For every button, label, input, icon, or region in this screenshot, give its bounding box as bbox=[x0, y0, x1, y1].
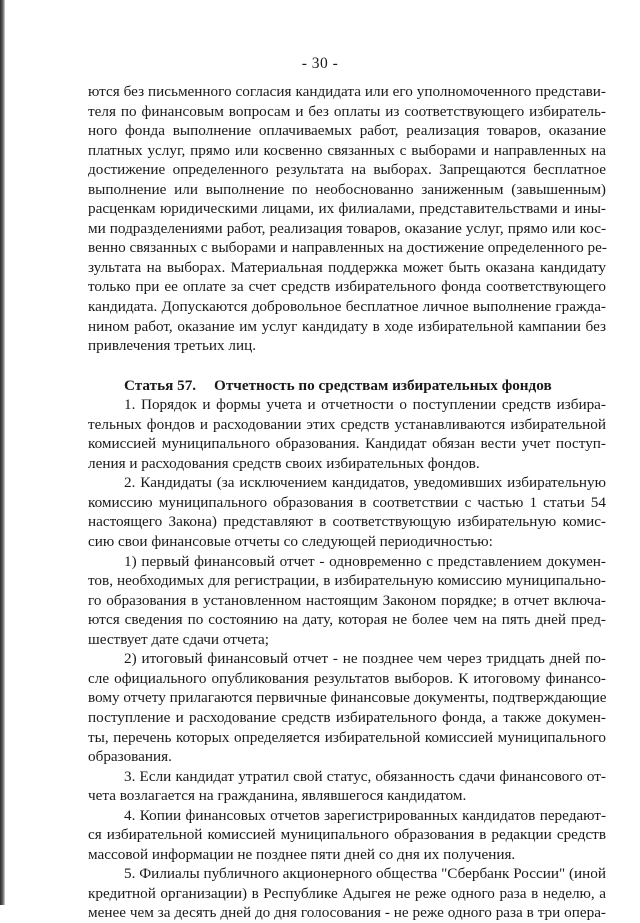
text-line: 2. Кандидаты (за исключением кандидатов, уведомивших избирательную bbox=[124, 474, 606, 492]
intro-paragraph bbox=[88, 82, 606, 356]
text-line: сию свои финансовые отчеты со следующей периодичностью: bbox=[88, 533, 493, 551]
text-line: образования. bbox=[88, 748, 172, 766]
text-line: нином работ, оказание им услуг кандидату в ходе избирательной кампании без bbox=[88, 317, 606, 335]
paragraph-4 bbox=[88, 806, 606, 865]
text-line: комиссией муниципального образования. Кандидат обязан вести учет поступ- bbox=[88, 435, 606, 453]
text-line: ления и расходования средств своих избирательных фондов. bbox=[88, 454, 480, 472]
text-line: вому отчету прилагаются первичные финансовые документы, подтверждающие bbox=[88, 689, 607, 707]
text-line: настоящего Закона) представляют в соответствующую избирательную комис- bbox=[88, 513, 606, 531]
paragraph-3 bbox=[88, 767, 606, 806]
text-line: шествует дате сдачи отчета; bbox=[88, 630, 270, 648]
text-line: тов, необходимых для регистрации, в избирательную комиссию муниципально- bbox=[88, 572, 606, 590]
paragraph-5 bbox=[88, 864, 606, 923]
text-line: достижение определенного результата на выборах. Запрещаются бесплатное bbox=[88, 161, 606, 179]
article-number: Статья 57. bbox=[124, 376, 197, 394]
paragraph-2 bbox=[88, 473, 606, 551]
text-line: чета возлагается на гражданина, являвшегося кандидатом. bbox=[88, 787, 467, 805]
article-heading bbox=[88, 376, 606, 396]
spacer bbox=[88, 356, 606, 376]
text-line: тельных фондов и расходовании этих средств устанавливаются избирательной bbox=[88, 415, 606, 433]
document-body bbox=[88, 82, 606, 923]
text-line: массовой информации не позднее пяти дней со дня их получения. bbox=[88, 845, 516, 863]
text-line: сле официального опубликования результатов выборов. К итоговому финансо- bbox=[88, 669, 606, 687]
paragraph-1 bbox=[88, 395, 606, 473]
text-line: 5. Филиалы публичного акционерного общества "Сбербанк России" (иной bbox=[124, 865, 607, 883]
text-line: го образования в установленном настоящим Законом порядке; в отчет включа- bbox=[88, 591, 606, 609]
subitem-2 bbox=[88, 649, 606, 766]
text-line: кандидата. Допускаются добровольное бесплатное личное выполнение гражда- bbox=[88, 298, 606, 316]
text-line: поступление и расходование средств избирательного фонда, а также докумен- bbox=[88, 708, 606, 726]
text-line: только при ее оплате за счет средств избирательного фонда соответствующего bbox=[88, 278, 606, 296]
article-title: Отчетность по средствам избирательных фондов bbox=[214, 376, 552, 394]
text-line: менее чем за десять дней до дня голосования - не реже одного раза в три опера- bbox=[88, 904, 606, 922]
text-line: комиссию муниципального образования в соответствии с частью 1 статьи 54 bbox=[88, 493, 606, 511]
text-line: ются сведения по состоянию на дату, которая не более чем на пять дней пред- bbox=[88, 611, 606, 629]
text-line: ются без письменного согласия кандидата или его уполномоченного представи- bbox=[88, 83, 606, 100]
text-line: 2) итоговый финансовый отчет - не позднее чем через тридцать дней по- bbox=[124, 650, 606, 668]
text-line: расценкам юридическими лицами, их филиалами, представительствами и ины- bbox=[88, 200, 606, 218]
text-line: 1. Порядок и формы учета и отчетности о поступлении средств избира- bbox=[124, 396, 606, 414]
text-line: 3. Если кандидат утратил свой статус, обязанность сдачи финансового от- bbox=[124, 767, 606, 785]
text-line: привлечения третьих лиц. bbox=[88, 337, 257, 355]
text-line: выполнение или выполнение по необоснованно заниженным (завышенным) bbox=[88, 180, 606, 198]
text-line: ты, перечень которых определяется избирательной комиссией муниципального bbox=[88, 728, 606, 746]
text-line: 1) первый финансовый отчет - одновременно с представлением докумен- bbox=[124, 552, 606, 570]
text-line: ми подразделениями работ, реализация товаров, оказание услуг, прямо или кос- bbox=[88, 219, 606, 237]
page-number: - 30 - bbox=[301, 55, 339, 72]
text-line: платных услуг, прямо или косвенно связанных с выборами и направленных на bbox=[88, 141, 606, 159]
text-line: венно связанных с выборами и направленных на достижение определенного ре- bbox=[88, 239, 607, 257]
text-line: теля по финансовым вопросам и без оплаты из соответствующего избиратель- bbox=[88, 102, 606, 120]
subitem-1 bbox=[88, 552, 606, 650]
text-line: кредитной организации) в Республике Адыгея не реже одного раза в неделю, а bbox=[88, 884, 606, 902]
text-line: ся избирательной комиссией муниципального образования в редакции средств bbox=[88, 826, 606, 844]
text-line: зультата на выборах. Материальная поддержка может быть оказана кандидату bbox=[88, 258, 606, 276]
text-line: ного фонда выполнение оплачиваемых работ, реализация товаров, оказание bbox=[88, 122, 606, 140]
text-line: 4. Копии финансовых отчетов зарегистрированных кандидатов передают- bbox=[124, 806, 606, 824]
